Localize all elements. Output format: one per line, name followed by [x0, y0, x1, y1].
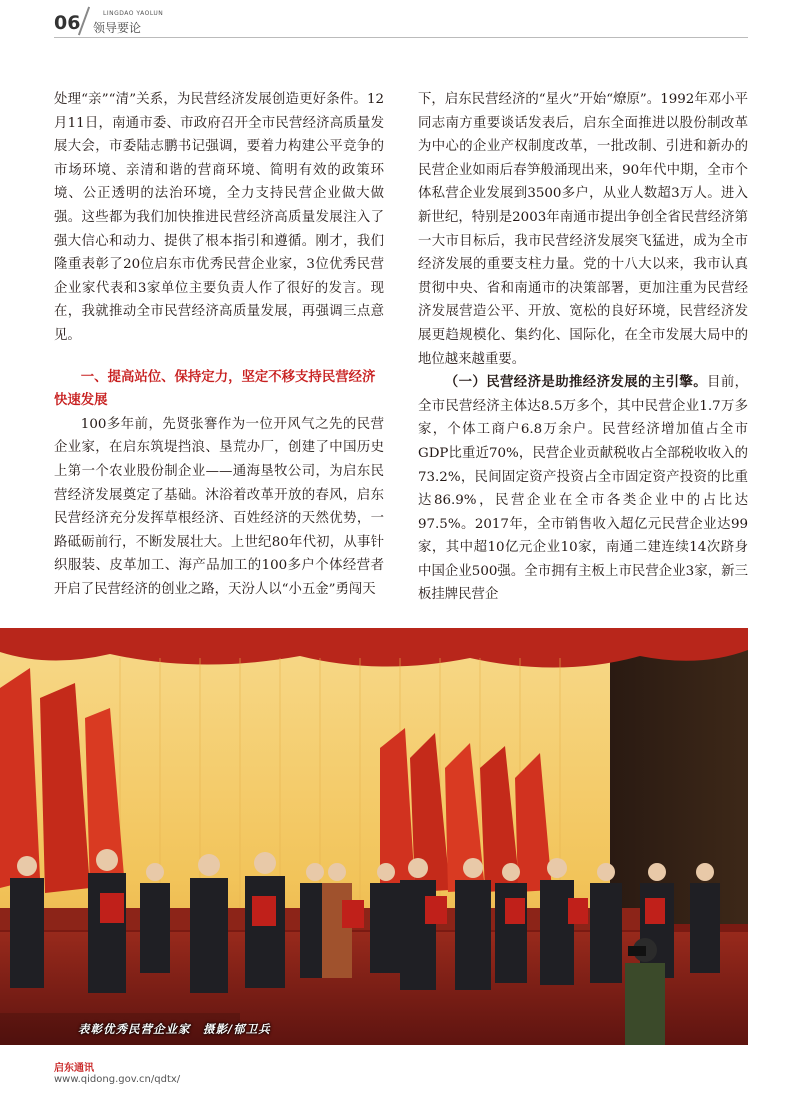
photo-caption: 表彰优秀民营企业家 摄影/郁卫兵 [78, 1022, 271, 1036]
paragraph-development: 下，启东民营经济的“星火”开始“燎原”。1992年邓小平同志南方重要谈话发表后，启东全面推进以股份制改革为中心的企业产权制度改革，一批改制、引进和新办的民营企业如雨后春笋般涌现出来，90年代中期，全市个体私营企业发展到3500多户，从业人数超3万人。进入新世纪，特别是2003年南通市提出争创全省民营经济第一大市目标后，我市民营经济发展突飞猛进，成为全市经济发展的重要支柱力量。党的十八大以来，我市认真贯彻中央、省和南通市的决策部署，更加注重为民营经济发展营造公平、开放、宽松的良好环境，民营经济发展更趋规模化、集约化、国际化，在全市发展大局中的地位越来越重要。 [418, 92, 748, 367]
sub-heading: （一）民营经济是助推经济发展的主引擎。 [444, 375, 708, 391]
header-pinyin: LINGDAO YAOLUN [103, 10, 164, 17]
right-column [418, 88, 748, 607]
section-heading: 一、提高站位、保持定力，坚定不移支持民营经济快速发展 [54, 369, 376, 409]
page-number: 06 [54, 12, 81, 34]
photo-illustration [0, 628, 748, 1045]
paragraph-intro: 处理“亲”“清”关系，为民营经济发展创造更好条件。12月11日，南通市委、市政府召开全市民营经济高质量发展大会，市委陆志鹏书记强调，要着力构建公平竞争的市场环境、亲清和谐的营商环境、简明有效的政策环境、公正透明的法治环境，全力支持民营企业做大做强。这些都为我们加快推进民营经济高质量发展注入了强大信心和动力、提供了根本指引和遵循。刚才，我们隆重表彰了20位启东市优秀民营企业家，3位优秀民营企业家代表和3家单位主要负责人作了很好的发言。现在，我就推动全市民营经济高质量发展，再强调三点意见。 [54, 92, 384, 343]
paragraph-engine-text: 目前，全市民营经济主体达8.5万多个，其中民营企业1.7万多家，个体工商户6.8万余户。民营经济增加值占全市GDP比重近70%，民营企业贡献税收占全部税收收入的73.2%，民间固定资产投资占全市固定资产投资的比重达86.9%，民营企业在全市各类企业中的占比达97.5%。2017年，全市销售收入超亿元民营企业达99家，其中超10亿元企业10家，南通二建连续14次跻身中国企业500强。全市拥有主板上市民营企业3家，新三板挂牌民营企 [418, 375, 749, 603]
award-ceremony-photo [0, 628, 748, 1045]
section-title: 领导要论 [93, 21, 142, 35]
page-header [0, 0, 800, 40]
footer-brand: 启东通讯 [54, 1063, 94, 1074]
footer-url[interactable]: www.qidong.gov.cn/qdtx/ [54, 1074, 181, 1085]
left-column [54, 88, 384, 601]
paragraph-history: 100多年前，先贤张謇作为一位开风气之先的民营企业家，在启东筑堤挡浪、垦荒办厂，创建了中国历史上第一个农业股份制企业——通海垦牧公司，为启东民营经济发展奠定了基础。沐浴着改革开放的春风，启东民营经济充分发挥草根经济、百姓经济的天然优势，一路砥砺前行，不断发展壮大。上世纪80年代初，从事针织服装、皮革加工、海产品加工的100多户个体经营者开启了民营经济的创业之路，天汾人以“小五金”勇闯天 [54, 416, 384, 597]
paragraph-engine [418, 371, 748, 607]
header-rule [54, 37, 748, 38]
